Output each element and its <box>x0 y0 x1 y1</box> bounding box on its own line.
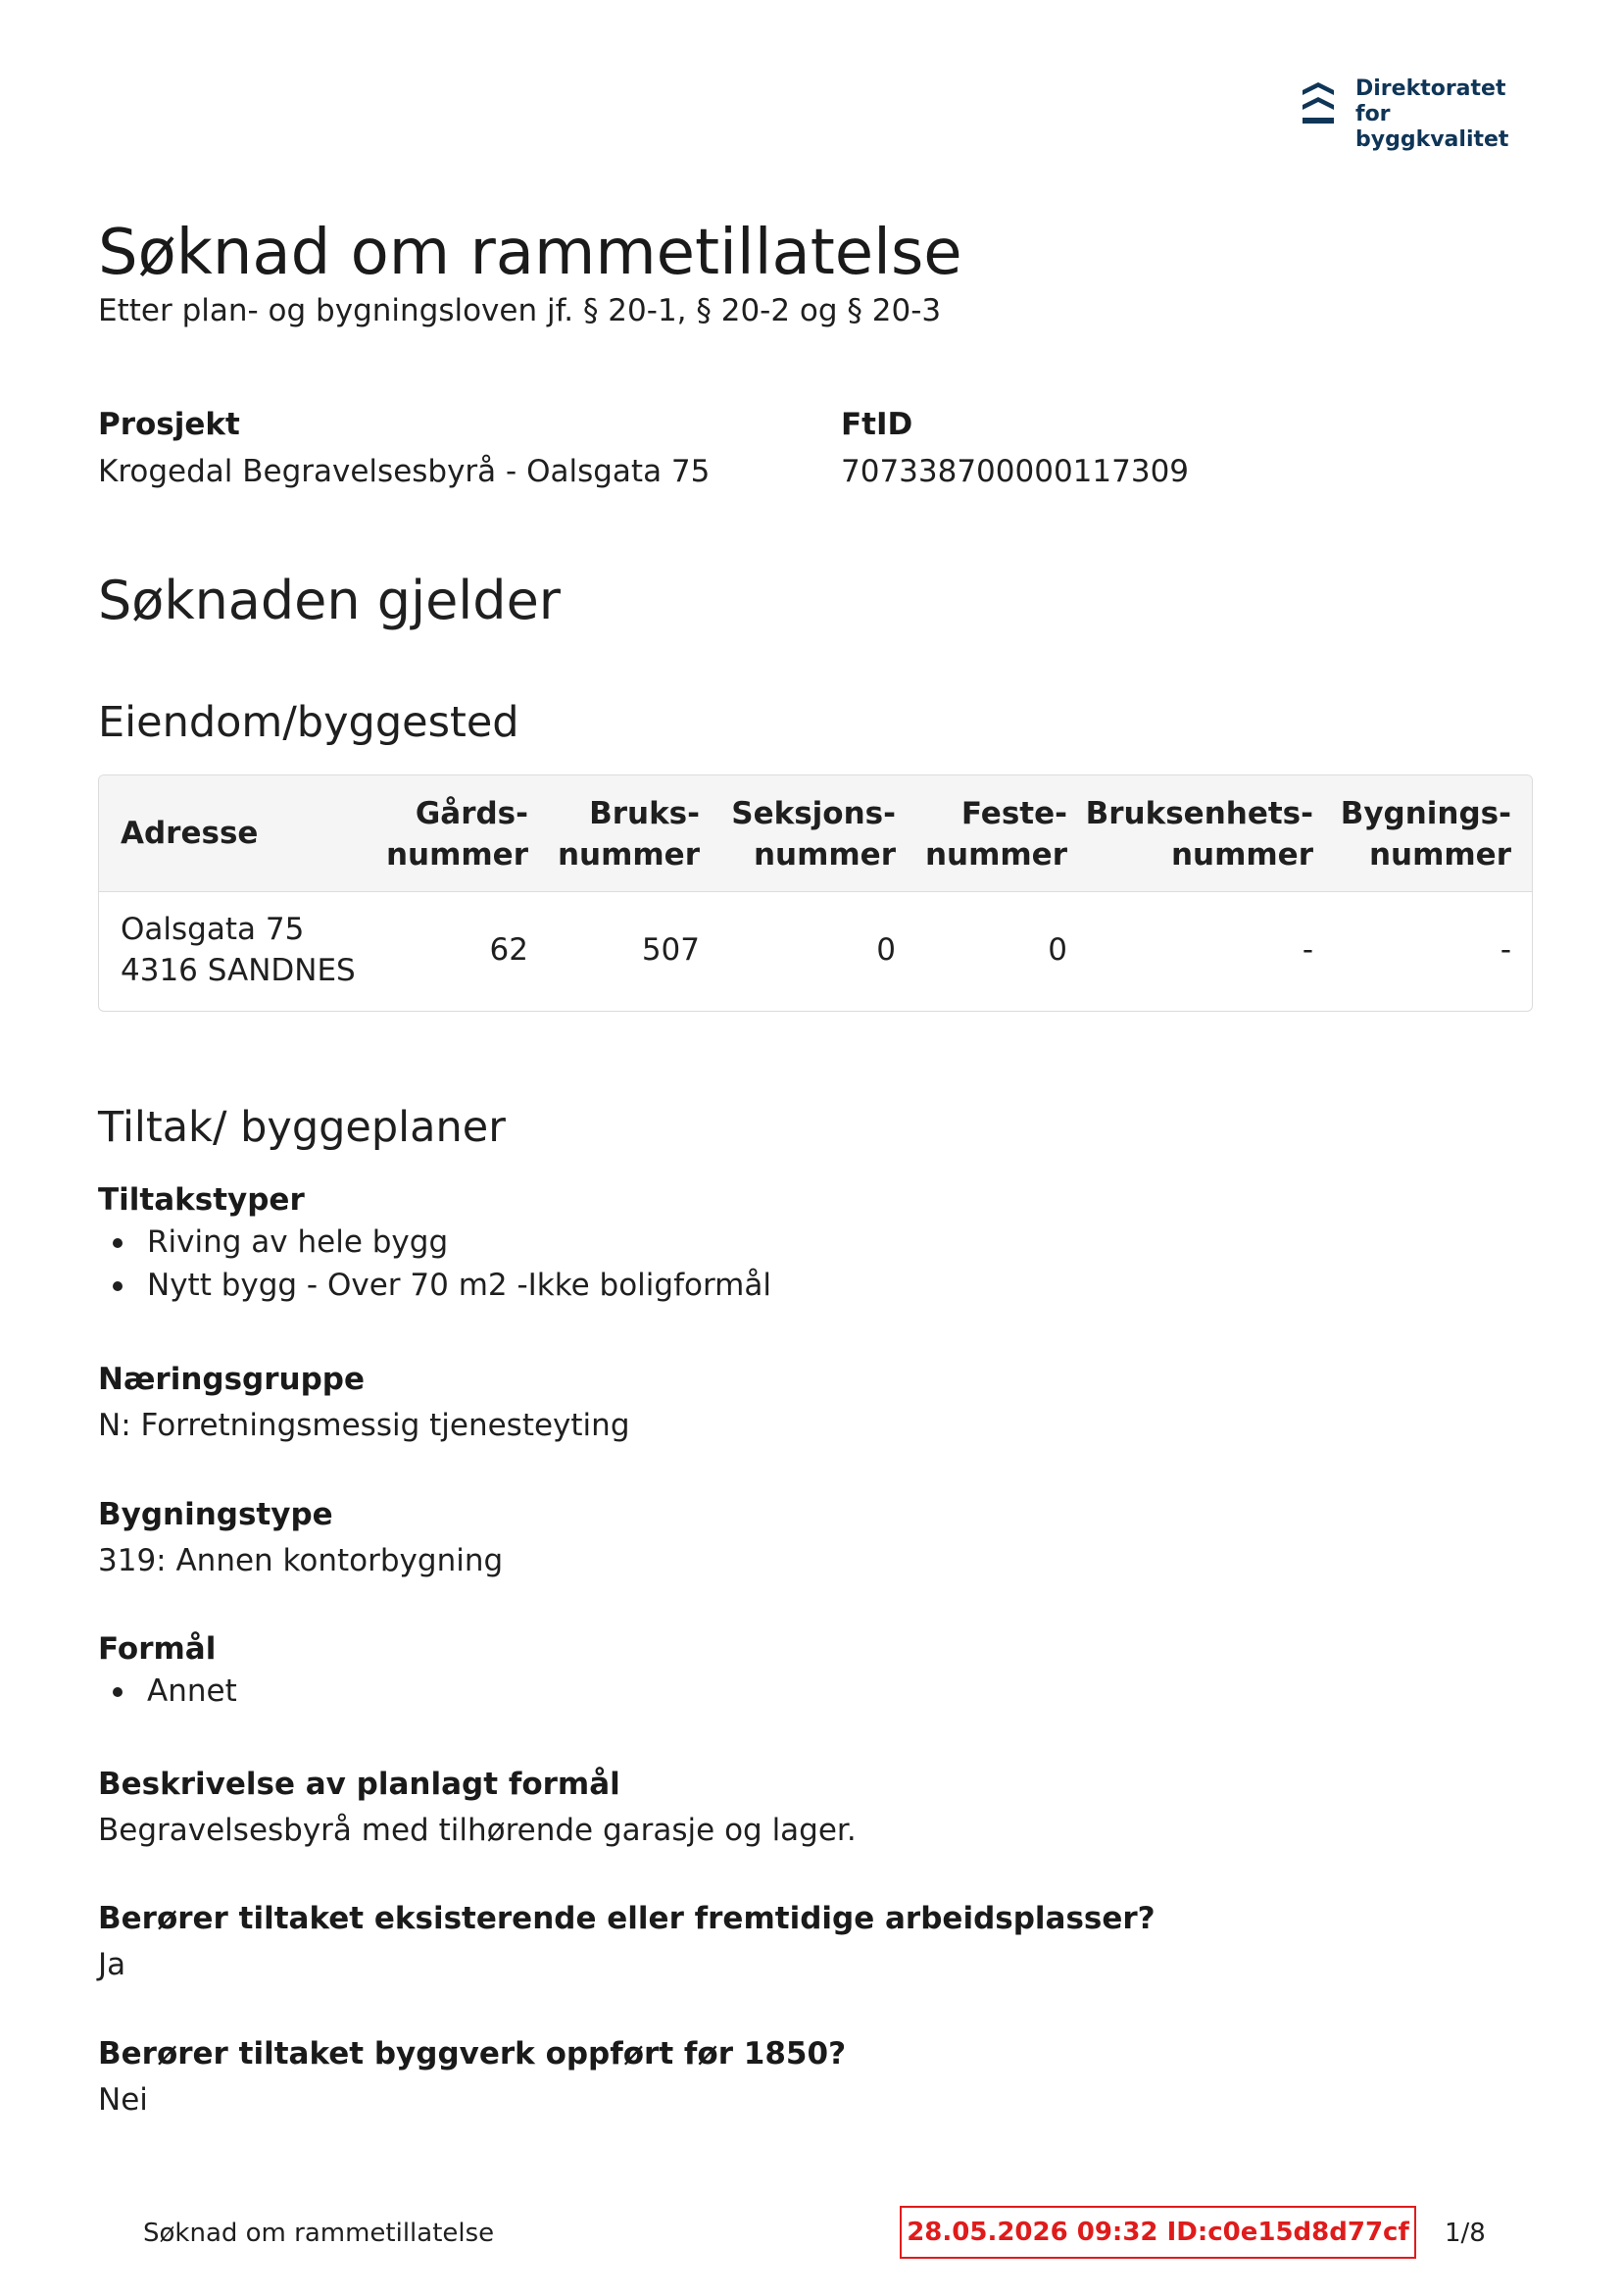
cell-bruksenhetsnummer: - <box>1302 932 1313 968</box>
property-heading: Eiendom/byggested <box>98 698 519 747</box>
page-number: 1/8 <box>1445 2219 1486 2248</box>
col-adresse: Adresse <box>121 816 259 851</box>
naeringsgruppe-value: N: Forretningsmessig tjenesteyting <box>98 1408 630 1443</box>
beskrivelse-value: Begravelsesbyrå med tilhørende garasje og lager. <box>98 1813 857 1848</box>
project-label: Prosjekt <box>98 407 240 442</box>
bygningstype-value: 319: Annen kontorbygning <box>98 1543 504 1578</box>
footer-title: Søknad om rammetillatelse <box>143 2219 495 2248</box>
ftid-value: 707338700000117309 <box>841 454 1190 489</box>
list-item: Riving av hele bygg <box>98 1221 771 1264</box>
section-heading: Søknaden gjelder <box>98 570 561 631</box>
tiltak-heading: Tiltak/ byggeplaner <box>98 1103 506 1152</box>
cell-seksjonsnummer: 0 <box>876 932 896 968</box>
col-seksjonsnummer: Seksjons- nummer <box>731 796 896 873</box>
col-gardsnummer: Gårds- nummer <box>385 796 528 873</box>
beskrivelse-label: Beskrivelse av planlagt formål <box>98 1767 620 1802</box>
cell-festenummer: 0 <box>1048 932 1067 968</box>
col-bruksnummer: Bruks- nummer <box>557 796 700 873</box>
property-table <box>98 774 1533 1012</box>
logo-line-1: Direktoratet <box>1355 76 1506 101</box>
footer-stamp: 28.05.2026 09:32 ID:c0e15d8d77cf <box>900 2206 1416 2259</box>
ftid-label: FtID <box>841 407 913 442</box>
tiltakstyper-label: Tiltakstyper <box>98 1182 305 1218</box>
table-header <box>99 775 1532 892</box>
naeringsgruppe-label: Næringsgruppe <box>98 1362 366 1397</box>
dibk-logo <box>1299 75 1544 152</box>
project-value: Krogedal Begravelsesbyrå - Oalsgata 75 <box>98 454 711 489</box>
logo-line-2: for byggkvalitet <box>1355 102 1509 152</box>
dibk-chevrons-icon <box>1299 78 1338 127</box>
col-bruksenhetsnummer: Bruksenhets- nummer <box>1085 796 1313 873</box>
list-item: Annet <box>98 1670 237 1713</box>
cell-bygningsnummer: - <box>1500 932 1511 968</box>
byggverk1850-value: Nei <box>98 2082 148 2118</box>
cell-gardsnummer: 62 <box>489 932 528 968</box>
cell-bruksnummer: 507 <box>641 932 700 968</box>
bygningstype-label: Bygningstype <box>98 1497 333 1532</box>
arbeidsplasser-value: Ja <box>98 1947 126 1982</box>
col-bygningsnummer: Bygnings- nummer <box>1340 796 1511 873</box>
formal-list <box>98 1670 237 1713</box>
page-title: Søknad om rammetillatelse <box>98 217 962 289</box>
cell-adresse: Oalsgata 75 4316 SANDNES <box>121 912 356 988</box>
list-item: Nytt bygg - Over 70 m2 -Ikke boligformål <box>98 1264 771 1307</box>
col-festenummer: Feste- nummer <box>924 796 1067 873</box>
page-subtitle: Etter plan- og bygningsloven jf. § 20-1, § 20-2 og § 20-3 <box>98 293 942 328</box>
tiltakstyper-list <box>98 1221 771 1307</box>
arbeidsplasser-label: Berører tiltaket eksisterende eller fremtidige arbeidsplasser? <box>98 1901 1156 1936</box>
byggverk1850-label: Berører tiltaket byggverk oppført før 1850? <box>98 2036 847 2071</box>
formal-label: Formål <box>98 1631 217 1667</box>
logo-text <box>1355 76 1544 153</box>
